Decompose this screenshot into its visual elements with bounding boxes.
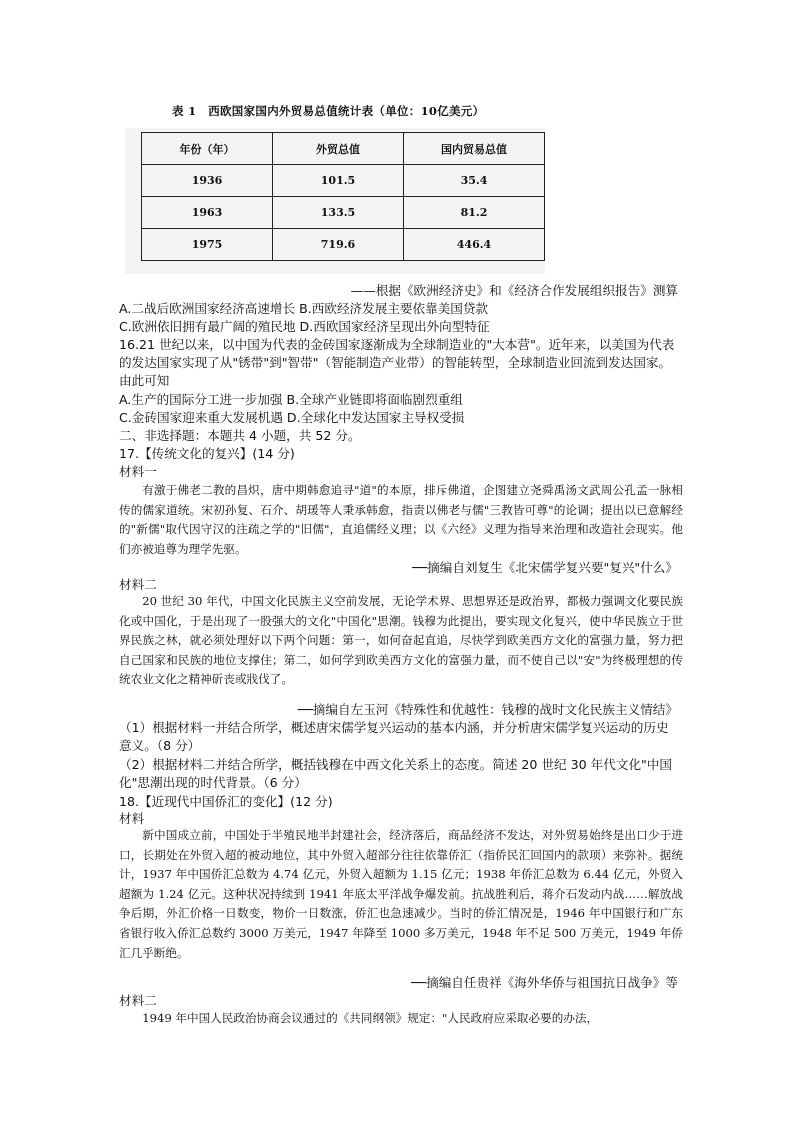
trade-table [141, 132, 545, 261]
q18-material2-paragraph: 1949 年中国人民政治协商会议通过的《共同纲领》规定："人民政府应采取必要的办法， [142, 1011, 599, 1025]
table-cell: 1963 [142, 197, 273, 229]
q18-material-text [119, 826, 683, 963]
q18-material-paragraph: 新中国成立前，中国处于半殖民地半封建社会，经济落后，商品经济不发达，对外贸易始终是出口少于进口，长期处在外贸入超的被动地位，其中外贸入超部分往往依靠侨汇（指侨民汇回国内的款项）来弥补。据统计，1937 年中国侨汇总数为 4.74 亿元，外贸入超额为 1.15 亿元；1938 年侨汇总数为 6.44 亿元，外贸入超额为 1.24 亿元。这种状况持续到 1941 年底太平洋战争爆发前。抗战胜利后，蒋介石发动内战……解放战争后期，外汇价格一日数变，物价一日数涨，侨汇也急速减少。当时的侨汇情况是，1946 年中国银行和广东省银行收入侨汇总数约 3000 万美元，1947 年降至 1000 多万美元，1948 年不足 500 万美元，1949 年侨汇几乎断绝。 [119, 828, 683, 960]
q18-material-label: 材料 [119, 811, 145, 826]
q16-stem: 16.21 世纪以来，以中国为代表的金砖国家逐渐成为全球制造业的"大本营"。近年来，以美国为代表的发达国家实现了从"锈带"到"智带"（智能制造产业带）的智能转型，全球制造业回流到发达国家。由此可知 [119, 337, 675, 388]
table-cell: 1975 [142, 229, 273, 261]
q18-material2-label: 材料二 [119, 993, 157, 1008]
table-cell: 719.6 [273, 229, 404, 261]
q17-material1-label: 材料一 [119, 464, 157, 479]
q15-options-1: A.二战后欧洲国家经济高速增长 B.西欧经济发展主要依靠美国贷款 [119, 301, 489, 316]
section-heading: 二、非选择题：本题共 4 小题，共 52 分。 [119, 428, 361, 443]
q15-options-2: C.欧洲依旧拥有最广阔的殖民地 D.西欧国家经济呈现出外向型特征 [119, 319, 490, 334]
q16-options-2: C.金砖国家迎来重大发展机遇 D.全球化中发达国家主导权受损 [119, 410, 465, 425]
q17-subquestion-2: （2）根据材料二并结合所学，概括钱穆在中西文化关系上的态度。简述 20 世纪 30 年代文化"中国化"思潮出现的时代背景。（6 分） [119, 757, 673, 790]
table-row [142, 197, 545, 229]
table-row [142, 165, 545, 197]
table-header-row [142, 133, 545, 165]
q16-options-1: A.生产的国际分工进一步加强 B.全球产业链即将面临剧烈重组 [119, 392, 463, 407]
q17-material2-source: ──摘编自左玉河《特殊性和优越性：钱穆的战时文化民族主义情结》 [297, 702, 678, 717]
q17-material2-paragraph: 20 世纪 30 年代，中国文化民族主义空前发展，无论学术界、思想界还是政治界，都极力强调文化要民族化或中国化，于是出现了一股强大的文化"中国化"思潮。钱穆为此提出，要实现文化复兴，使中华民族立于世界民族之林，就必须处理好以下两个问题：第一，如何奋起直追，尽快学到欧美西方文化的富强力量，努力把自己国家和民族的地位支撑住；第二，如何学到欧美西方文化的富强力量，而不使自己以"安"为终极理想的传统农业文化之精神斫丧或戕伐了。 [119, 594, 683, 687]
q17-material1-source: ──摘编自刘复生《北宋儒学复兴要"复兴"什么》 [411, 560, 678, 575]
table-source: ——根据《欧洲经济史》和《经济合作发展组织报告》测算 [350, 283, 678, 298]
header-year: 年份（年） [142, 133, 273, 165]
q18-material-source: ──摘编自任贵祥《海外华侨与祖国抗日战争》等 [410, 975, 678, 990]
q17-subquestion-1: （1）根据材料一并结合所学，概述唐宋儒学复兴运动的基本内涵，并分析唐宋儒学复兴运动的历史意义。（8 分） [119, 720, 669, 753]
table-cell: 446.4 [404, 229, 545, 261]
table-cell: 133.5 [273, 197, 404, 229]
q17-material2-label: 材料二 [119, 577, 157, 592]
q18-title: 18.【近现代中国侨汇的变化】(12 分) [119, 794, 333, 809]
table-title: 表 1 西欧国家国内外贸易总值统计表（单位：10亿美元） [172, 104, 485, 118]
table-cell: 1936 [142, 165, 273, 197]
q17-material1-paragraph: 有激于佛老二教的昌炽，唐中期韩愈追寻"道"的本原，排斥佛道，企图建立尧舜禹汤文武周公孔孟一脉相传的儒家道统。宋初孙复、石介、胡瑗等人秉承韩愈，指责以佛老与儒"三教皆可尊"的论调；提出以已意解经的"新儒"取代因守汉的注疏之学的"旧儒"，直追儒经义理；以《六经》义理为指导来治理和改造社会现实。他们亦被追尊为理学先驱。 [119, 483, 683, 556]
q17-material2-text [119, 592, 683, 690]
q17-title: 17.【传统文化的复兴】(14 分) [119, 446, 295, 461]
table-cell: 81.2 [404, 197, 545, 229]
header-domestic-trade: 国内贸易总值 [404, 133, 545, 165]
header-foreign-trade: 外贸总值 [273, 133, 404, 165]
table-cell: 101.5 [273, 165, 404, 197]
table-figure [119, 124, 551, 276]
table-cell: 35.4 [404, 165, 545, 197]
q18-material2-text [119, 1009, 683, 1029]
q17-material1-text [119, 481, 683, 559]
table-row [142, 229, 545, 261]
